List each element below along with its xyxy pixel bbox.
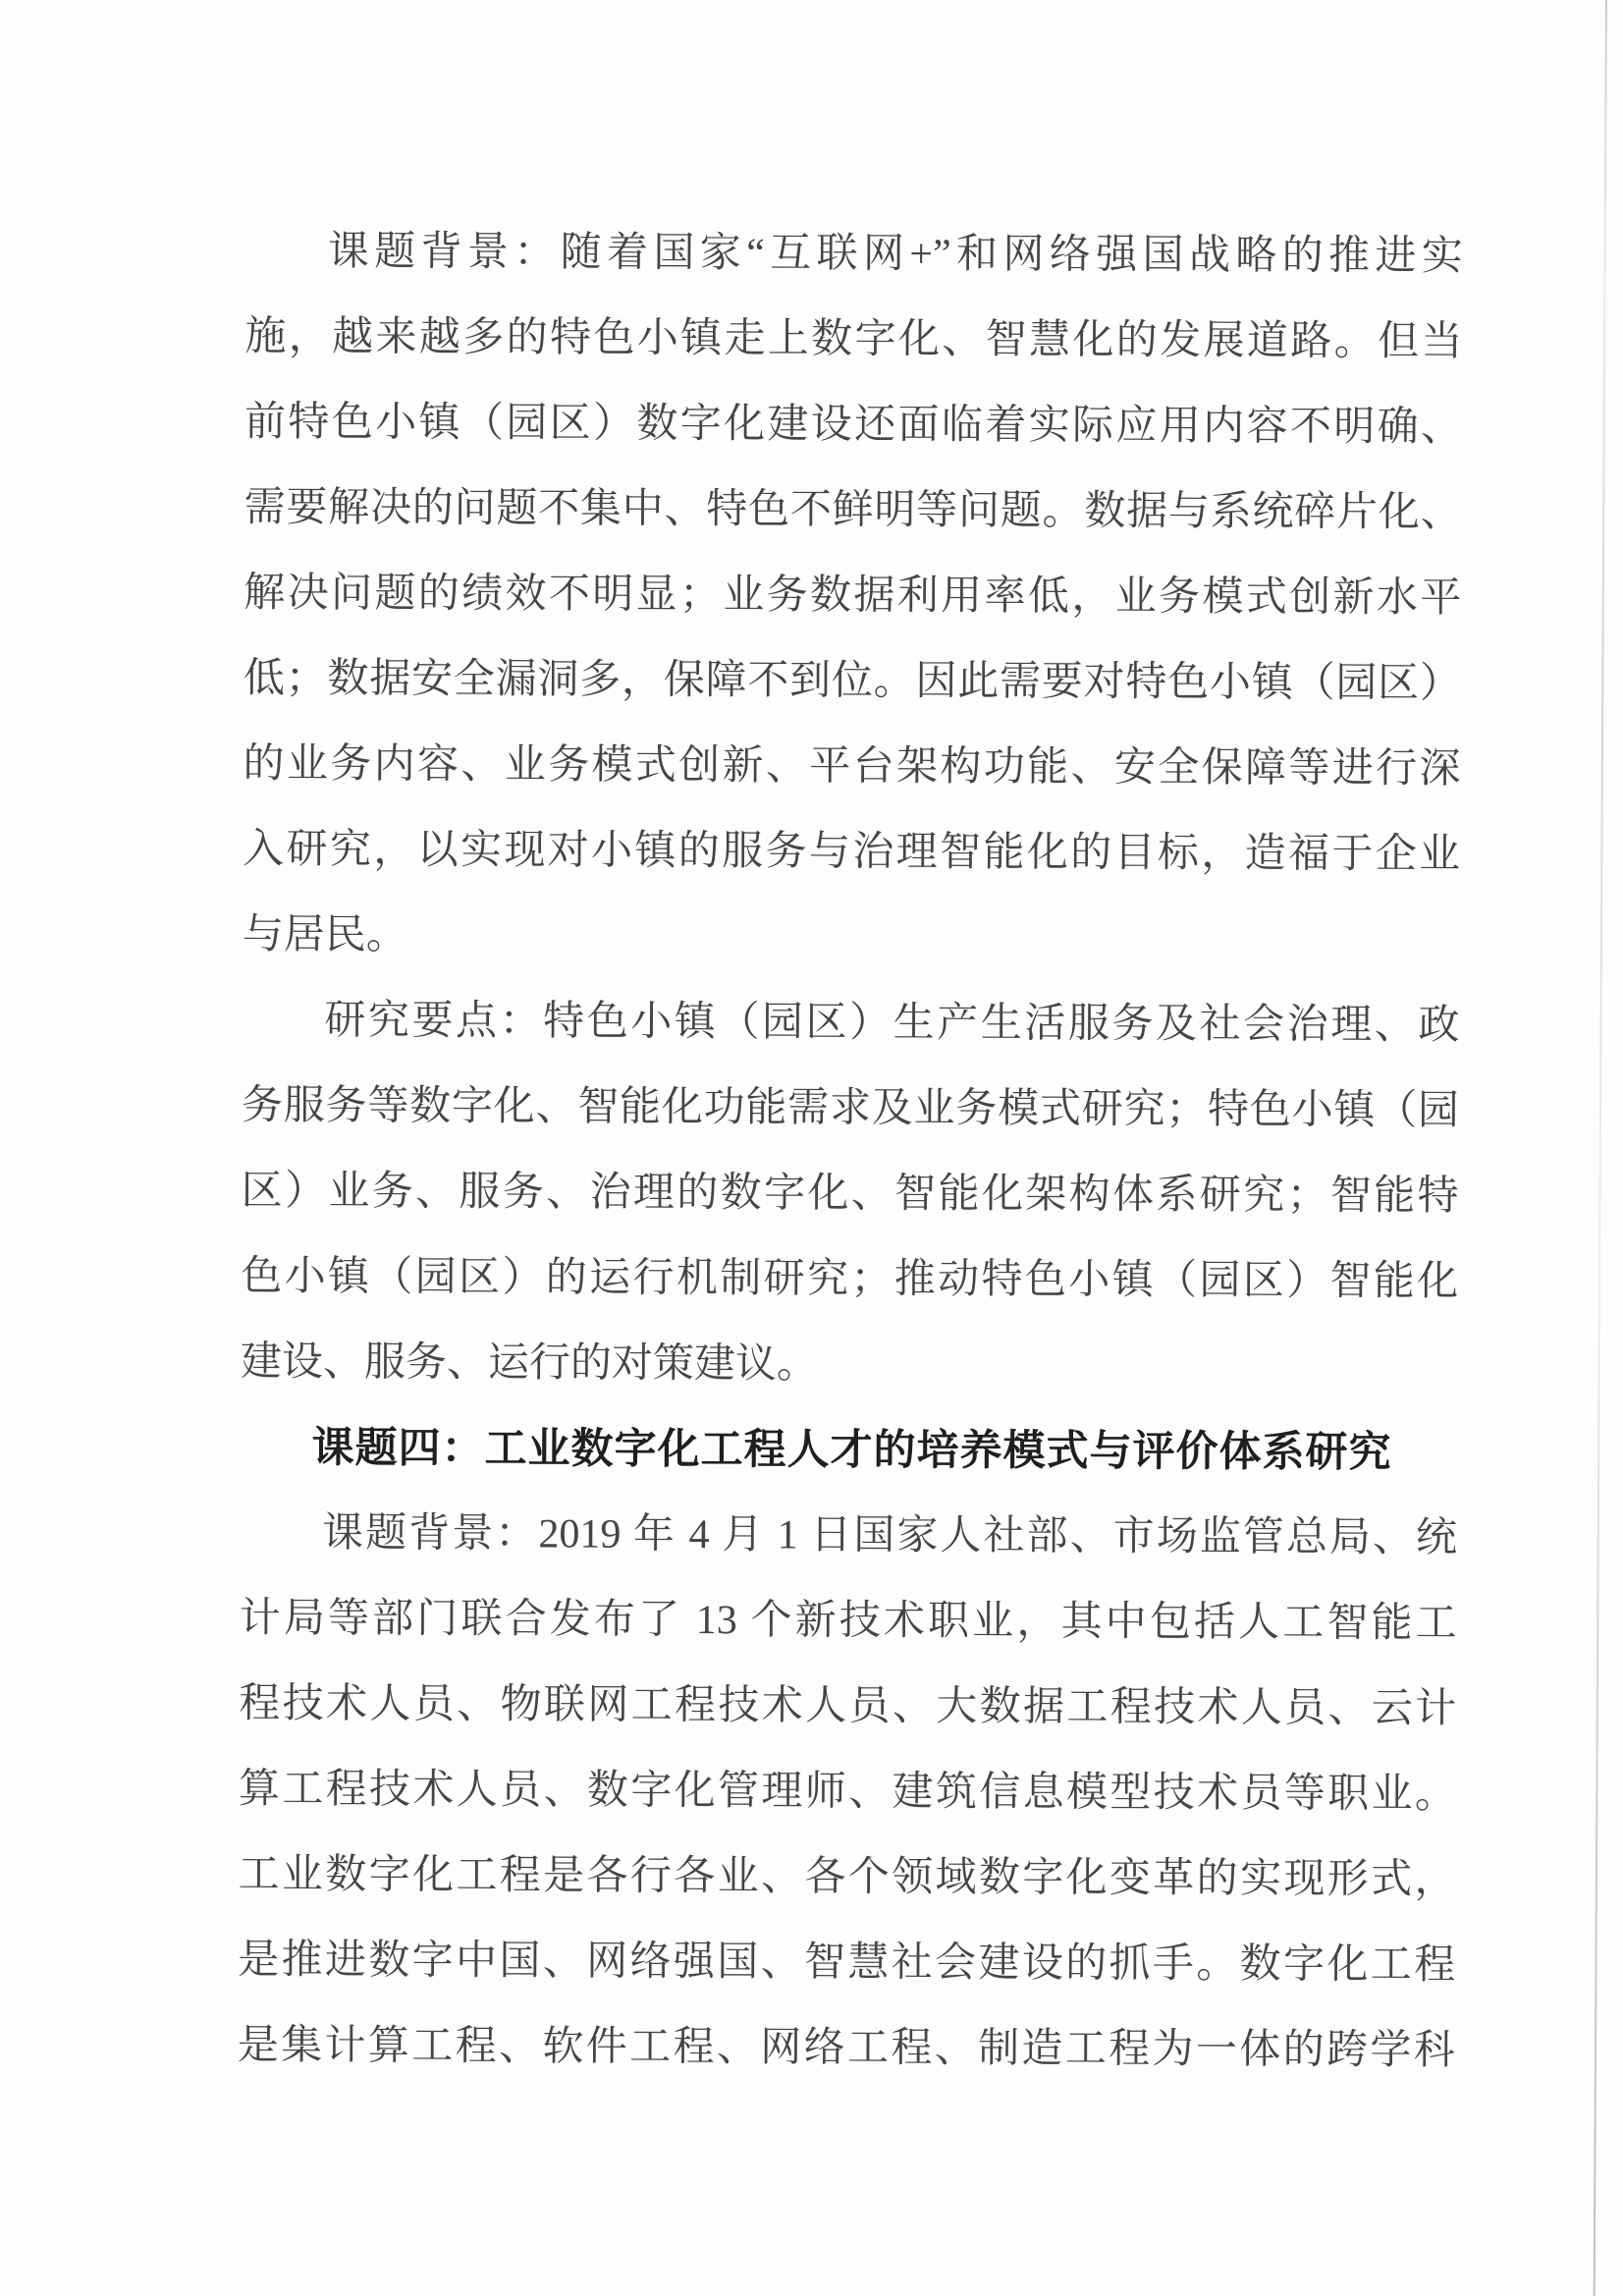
scan-edge-artifact [1594,0,1607,2296]
text-line: 需要解决的问题不集中、特色不鲜明等问题。数据与系统碎片化、 [243,484,1462,536]
paragraph-last-line: 与居民。 [242,911,407,958]
topic-4-heading: 课题四：工业数字化工程人才的培养模式与评价体系研究 [311,1424,1392,1477]
text-line: 施，越来越多的特色小镇走上数字化、智慧化的发展道路。但当 [244,313,1463,365]
text-line: 程技术人员、物联网工程技术人员、大数据工程技术人员、云计 [239,1680,1457,1732]
text-line: 务服务等数字化、智能化功能需求及业务模式研究；特色小镇（园 [241,1082,1460,1134]
text-line: 色小镇（园区）的运行机制研究；推动特色小镇（园区）智能化 [241,1253,1459,1305]
paragraph-last-line: 建设、服务、运行的对策建议。 [240,1339,818,1388]
text-line: 计局等部门联合发布了 13 个新技术职业，其中包括人工智能工 [239,1595,1457,1647]
text-line: 入研究，以实现对小镇的服务与治理智能化的目标，造福于企业 [243,826,1461,878]
text-line: 算工程技术人员、数字化管理师、建筑信息模型技术员等职业。 [238,1766,1457,1818]
text-line: 是推进数字中国、网络强国、智慧社会建设的抓手。数字化工程 [238,1937,1456,1989]
text-line: 工业数字化工程是各行各业、各个领域数字化变革的实现形式， [238,1851,1456,1903]
paragraph-first-line: 课题背景：随着国家“互联网+”和网络强国战略的推进实 [327,229,1463,280]
text-line: 解决问题的绩效不明显；业务数据利用率低，业务模式创新水平 [243,570,1462,622]
text-line: 前特色小镇（园区）数字化建设还面临着实际应用内容不明确、 [243,399,1463,451]
paragraph-first-line: 课题背景：2019 年 4 月 1 日国家人社部、市场监管总局、统 [322,1510,1458,1561]
document-text-block [238,209,1463,2094]
paragraph-first-line: 研究要点：特色小镇（园区）生产生活服务及社会治理、政 [324,998,1460,1049]
text-line: 区）业务、服务、治理的数字化、智能化架构体系研究；智能特 [241,1168,1459,1220]
text-line: 是集计算工程、软件工程、网络工程、制造工程为一体的跨学科 [237,2022,1455,2074]
text-line: 低；数据安全漏洞多，保障不到位。因此需要对特色小镇（园区） [243,655,1462,707]
text-line: 的业务内容、业务模式创新、平台架构功能、安全保障等进行深 [243,740,1461,793]
